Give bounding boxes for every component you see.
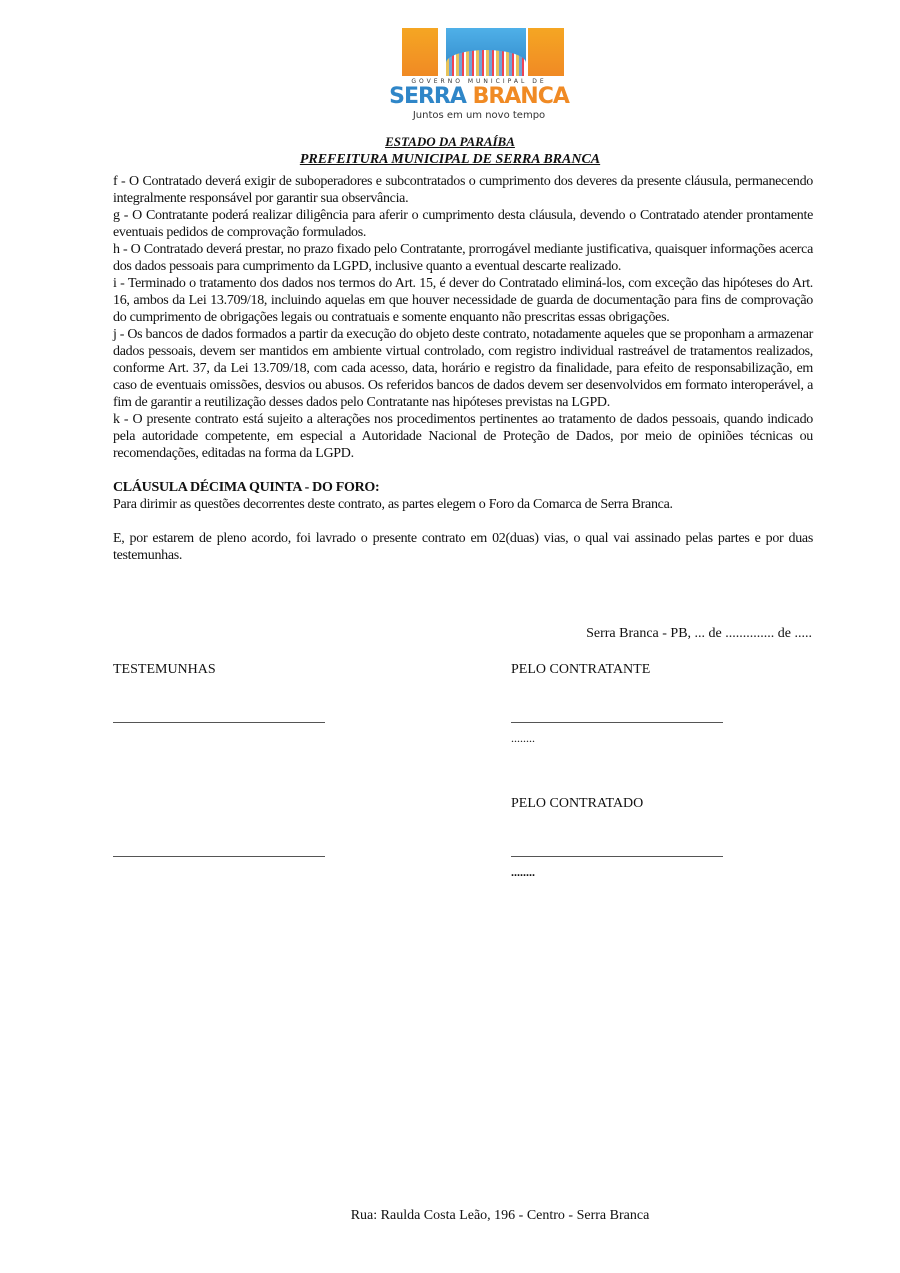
municipal-logo: [376, 28, 582, 126]
contratante-name: ........: [511, 731, 535, 745]
witness-1-signature-line: [113, 722, 325, 723]
item-f: f - O Contratado deverá exigir de suboperadores e subcontratados o cumprimento dos deveres da presente cláusula, permanecendo integralmente responsável por garantir sua observância.: [113, 174, 813, 206]
logo-city-image: [446, 28, 526, 76]
closing-text: E, por estarem de pleno acordo, foi lavrado o presente contrato em 02(duas) vias, o qual vai assinado pelas partes e por duas testemunhas.: [113, 531, 813, 563]
contratado-name: ........: [511, 865, 535, 879]
clause-title: CLÁUSULA DÉCIMA QUINTA - DO FORO:: [113, 480, 380, 495]
logo-tagline: Juntos em um novo tempo: [412, 110, 546, 121]
state-heading: ESTADO DA PARAÍBA: [385, 134, 515, 149]
foro-clause: [113, 479, 813, 564]
logo-church-image: [402, 28, 438, 76]
logo-cactus-image: [528, 28, 564, 76]
item-i: i - Terminado o tratamento dos dados nos termos do Art. 15, é dever do Contratado eliminá-los, com exceção das hipóteses do Art. 16, ambos da Lei 13.709/18, incluindo aquelas em que houver necessidade de guarda de documentação para fins de comprovação do cumprimento de obrigações legais ou contratuais e somente enquanto não prescritas essas obrigações.: [113, 276, 813, 325]
witness-2-signature-line: [113, 856, 325, 857]
item-g: g - O Contratante poderá realizar diligência para aferir o cumprimento desta cláusula, devendo o Contratado atender prontamente eventuais pedidos de comprovação formulados.: [113, 208, 813, 240]
logo-name-b: BRANCA: [472, 84, 569, 109]
item-h: h - O Contratado deverá prestar, no prazo fixado pelo Contratante, prorrogável mediante justificativa, quaisquer informações acerca dos dados pessoais para cumprimento da LGPD, inclusive quanto a eventual descarte realizado.: [113, 242, 813, 274]
logo-name: [376, 85, 582, 109]
witnesses-label: TESTEMUNHAS: [113, 662, 216, 677]
contratante-label: PELO CONTRATANTE: [511, 662, 651, 677]
page-footer: Rua: Raulda Costa Leão, 196 - Centro - Serra Branca: [350, 1208, 650, 1223]
document-body: [113, 173, 813, 564]
place-date: Serra Branca - PB, ... de .............. de .....: [586, 626, 812, 641]
logo-name-a: SERRA: [389, 84, 466, 109]
clause-items: [113, 173, 813, 462]
contratado-signature-line: [511, 856, 723, 857]
contratante-signature-line: [511, 722, 723, 723]
item-k: k - O presente contrato está sujeito a alterações nos procedimentos pertinentes ao tratamento de dados pessoais, quando indicado pela autoridade competente, em especial a Autoridade Nacional de Proteção de Dados, por meio de opiniões técnicas ou recomendações, editadas na forma da LGPD.: [113, 412, 813, 461]
prefeitura-heading: PREFEITURA MUNICIPAL DE SERRA BRANCA: [299, 152, 601, 167]
logo-top-text: GOVERNO MUNICIPAL DE: [411, 78, 547, 85]
clause-text: Para dirimir as questões decorrentes deste contrato, as partes elegem o Foro da Comarca de Serra Branca.: [113, 497, 673, 512]
contratado-label: PELO CONTRATADO: [511, 796, 644, 811]
item-j: j - Os bancos de dados formados a partir da execução do objeto deste contrato, notadamente aqueles que se proponham a armazenar dados pessoais, devem ser mantidos em ambiente virtual controlado, com registro individual rastreável de tratamentos realizados, conforme Art. 37, da Lei 13.709/18, com cada acesso, data, horário e registro da finalidade, para efeito de responsabilização, em caso de eventuais omissões, desvios ou abusos. Os referidos bancos de dados devem ser desenvolvidos em formato interoperável, a fim de garantir a reutilização desses dados pelo Contratante nas hipóteses previstas na LGPD.: [113, 327, 813, 410]
